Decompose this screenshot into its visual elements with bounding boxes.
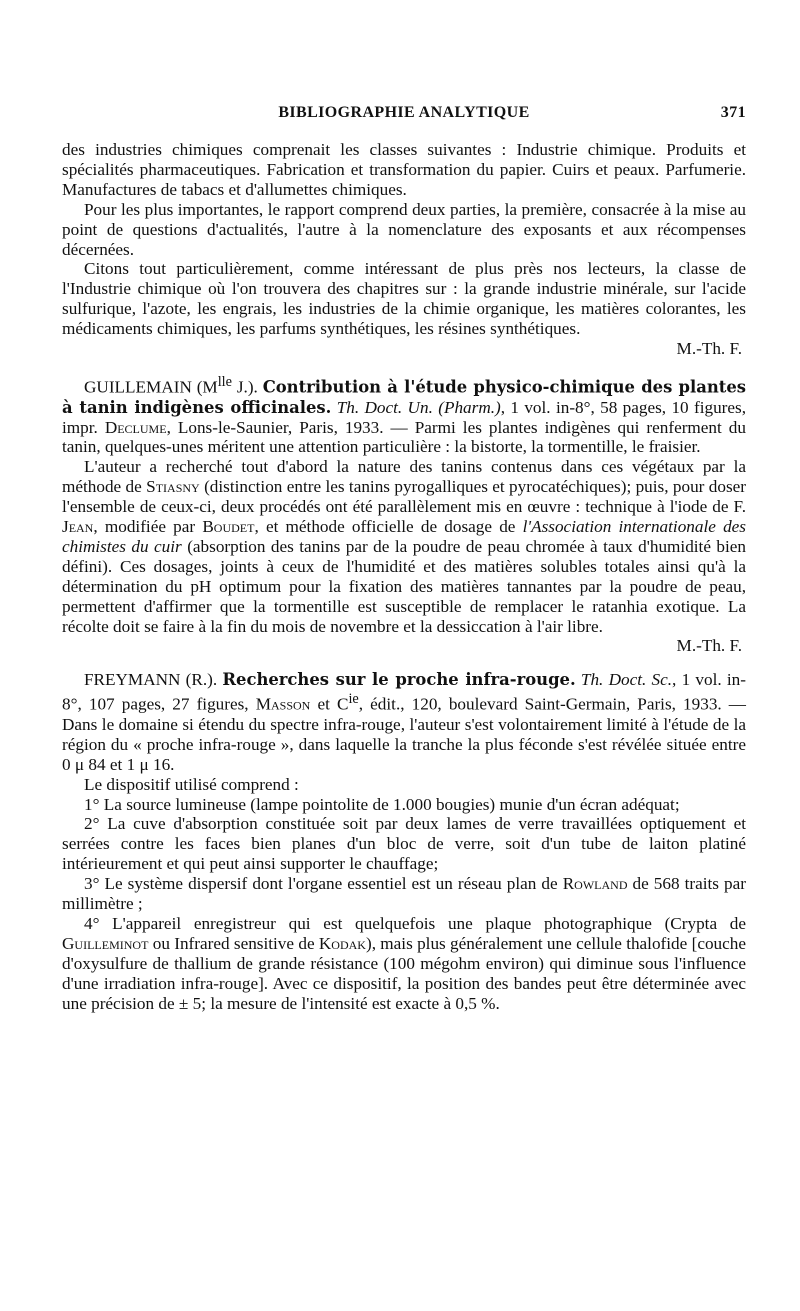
review1-paragraph-3: Citons tout particulièrement, comme intéressant de plus près nos lecteurs, la classe de l'Industrie chimique où l'on trouvera des chapitres sur : la grande industrie minérale, sur l'acide sulfurique, l'azote, les engrais, les industries de la chimie organique, les matières colorantes, les médicaments chimiques, les parfums synthétiques, les résines synthétiques.	[62, 259, 746, 339]
review3-item-3	[62, 874, 746, 914]
page-number: 371	[720, 104, 746, 121]
review3-item-2: 2° La cuve d'absorption constituée soit par deux lames de verre travaillées optiquement et serrées contre les faces bien planes d'un bloc de verre, soit d'un tube de laiton platiné intérieurement et qui peut ainsi supporter le chauffage;	[62, 814, 746, 874]
review1-signature: M.-Th. F.	[676, 339, 742, 359]
review3-item-1: 1° La source lumineuse (lampe pointolite de 1.000 bougies) munie d'un écran adéquat;	[84, 794, 680, 814]
review3-title: Recherches sur le proche infra-rouge.	[222, 670, 576, 690]
review3-item-4-b: ou Infrared sensitive de	[148, 933, 319, 953]
review3-rowland: Rowland	[562, 874, 628, 894]
review2-author-sup: lle	[217, 373, 233, 390]
review3-publisher: Masson	[255, 695, 311, 715]
review2-faculty: (Pharm.)	[438, 397, 501, 417]
review3-author: FREYMANN (R.).	[84, 670, 223, 690]
review2-thesis: Th. Doct. Un.	[331, 397, 439, 417]
review3-details-c: , édit., 120, boulevard Saint-Germain, Paris, 1933. — Dans le domaine si étendu du spectre infra-rouge, l'auteur s'est volontairement limité à l'étude de la région du « proche infra-rouge », dans laquelle la tranche la plus féconde s'est révélée située entre 0 μ 84 et 1 μ 16.	[62, 695, 746, 774]
review3-thesis: Th. Doct. Sc.	[575, 670, 673, 690]
review3-guilleminot: Guilleminot	[62, 933, 149, 953]
running-header	[62, 104, 746, 128]
review2-entry	[62, 373, 746, 457]
review3-intro: Le dispositif utilisé comprend :	[84, 774, 299, 794]
review3-item-4	[62, 914, 746, 1014]
review2-boudet: Boudet	[202, 517, 255, 537]
review3-item-3-b: de 568 traits par millimètre ;	[62, 874, 746, 914]
review2-text-d: , et méthode officielle de dosage de	[254, 517, 523, 537]
review2-text-c: , modifiée par	[93, 517, 203, 537]
review2-title: Contribution à l'étude physico-chimique des plantes à tanin indigènes officinales.	[62, 377, 746, 417]
review2-signature: M.-Th. F.	[676, 636, 742, 656]
review2-jean: Jean	[62, 517, 94, 537]
review2-text-a: L'auteur a recherché tout d'abord la nature des tanins contenus dans ces végétaux par la méthode de	[62, 457, 746, 497]
review2-text-b: (distinction entre les tanins pyrogalliques et pyrocatéchiques); puis, pour doser l'ensemble de ceux-ci, deux procédés ont été parallèlement mis en œuvre : technique à l'iode de F.	[62, 477, 747, 517]
review3-details-b: et C	[310, 695, 349, 715]
review3-cie-sup: ie	[348, 691, 359, 708]
review1-paragraph-2: Pour les plus importantes, le rapport comprend deux parties, la première, consacrée à la mise au point de questions d'actualités, l'autre à la nomenclature des exposants et aux récompenses décernées.	[62, 199, 746, 259]
review2-paragraph	[62, 457, 746, 636]
review3-item-4-d: ; la mesure de l'intensité est exacte à 0,5 %.	[201, 993, 500, 1013]
review2-association: l'Association internationale des chimistes du cuir	[62, 517, 746, 556]
body-text	[62, 140, 746, 1014]
review2-details: , 1 vol. in-8°, 58 pages, 10 figures, impr.	[62, 397, 747, 437]
running-title: BIBLIOGRAPHIE ANALYTIQUE	[278, 104, 530, 121]
review3-item-3-a: 3° Le système dispersif dont l'organe essentiel est un réseau plan de	[84, 874, 563, 894]
review2-summary: , Lons-le-Saunier, Paris, 1933. — Parmi les plantes indigènes qui renferment du tanin, quelques-unes méritent une attention particulière : la bistorte, la tormentille, le fraisier.	[62, 417, 746, 457]
review3-item-4-c: ), mais plus généralement une cellule thalofide [couche d'oxysulfure de thallium de grande résistance (100 mégohm environ) qui diminue sous l'influence d'une irradiation infra-rouge]. Avec ce dispositif, la position des bandes peut être déterminée avec une précision de ± 5	[62, 933, 746, 1013]
review2-author: GUILLEMAIN (M	[84, 377, 218, 397]
review2-stiasny: Stiasny	[146, 477, 200, 497]
review3-item-4-a: 4° L'appareil enregistreur qui est quelquefois une plaque photographique (Crypta de	[84, 914, 746, 933]
review2-printer: Declume	[104, 417, 167, 437]
review2-text-e: (absorption des tanins par de la poudre de peau chromée à taux d'humidité bien défini). Ces dosages, joints à ceux de l'humidité et des matières solubles totales ainsi qu'à la détermination du pH optimum pour la fixation des matières tannantes par la poudre de peau, permettent d'affirmer que la tormentille est susceptible de remplacer le ratanhia exotique. La récolte doit se faire à la fin du mois de novembre et la dessiccation à l'air libre.	[62, 536, 747, 636]
review3-details-a: , 1 vol. in-8°, 107 pages, 27 figures,	[62, 670, 746, 715]
review3-kodak: Kodak	[318, 933, 366, 953]
review1-paragraph-1: des industries chimiques comprenait les classes suivantes : Industrie chimique. Produits et spécialités pharmaceutiques. Fabrication et transformation du papier. Cuirs et peaux. Parfumerie. Manufactures de tabacs et d'allumettes chimiques.	[62, 140, 746, 199]
review3-entry	[62, 670, 746, 774]
review2-author-end: J.).	[232, 377, 263, 397]
